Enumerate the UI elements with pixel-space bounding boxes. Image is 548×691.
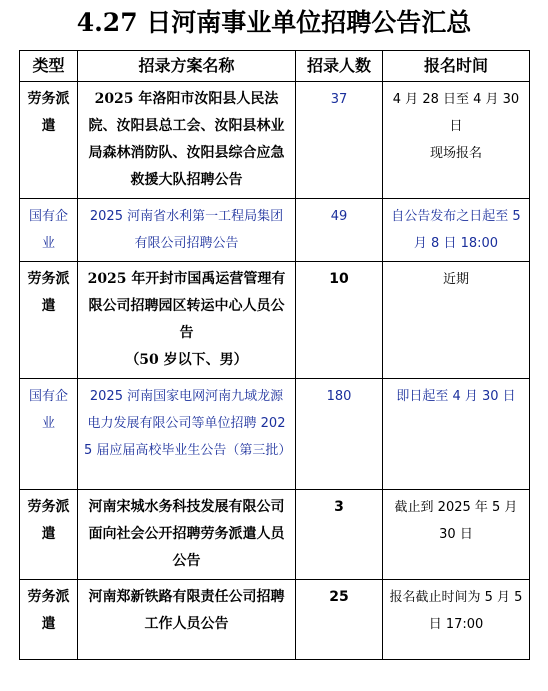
row-type: 劳务派遣: [20, 82, 78, 199]
row-time: 截止到 2025 年 5 月 30 日: [383, 490, 530, 580]
row-type: 劳务派遣: [20, 490, 78, 580]
row-time-note: 现场报名: [429, 146, 482, 161]
row-time: 近期: [383, 262, 530, 379]
row-name: 2025 年洛阳市汝阳县人民法院、汝阳县总工会、汝阳县林业局森林消防队、汝阳县综合应急救援大队招聘公告: [78, 82, 296, 199]
row-type: 国有企业: [20, 379, 78, 490]
row-type: 国有企业: [20, 199, 78, 262]
row-count: 49: [296, 199, 383, 262]
row-time: 即日起至 4 月 30 日: [383, 379, 530, 490]
row-type: 劳务派遣: [20, 262, 78, 379]
header-time: 报名时间: [383, 51, 530, 82]
row-count: 180: [296, 379, 383, 490]
row-time: [383, 82, 530, 199]
row-count: [296, 82, 383, 199]
page-title: 4.27 日河南事业单位招聘公告汇总: [76, 8, 472, 37]
header-type: 类型: [20, 51, 78, 82]
table-row: [20, 199, 530, 262]
row-name-value: 2025 年开封市国禹运营管理有限公司招聘园区转运中心人员公告: [87, 271, 286, 341]
row-name-note: （50 岁以下、男）: [125, 352, 248, 368]
row-count: 3: [296, 490, 383, 580]
row-time-value: 4 月 28 日至 4 月 30 日: [392, 92, 520, 134]
row-time: 报名截止时间为 5 月 5 日 17:00: [383, 580, 530, 660]
recruitment-table: [19, 50, 530, 660]
row-type: 劳务派遣: [20, 580, 78, 660]
header-count: 招录人数: [296, 51, 383, 82]
row-name: 河南郑新铁路有限责任公司招聘工作人员公告: [78, 580, 296, 660]
row-count-value: 37: [330, 92, 348, 107]
row-time: 自公告发布之日起至 5 月 8 日 18:00: [383, 199, 530, 262]
table-row: [20, 262, 530, 379]
table-header-row: [20, 51, 530, 82]
row-name: 2025 河南省水利第一工程局集团有限公司招聘公告: [78, 199, 296, 262]
row-count: 25: [296, 580, 383, 660]
row-name: [78, 262, 296, 379]
table-row: [20, 379, 530, 490]
table-row: [20, 580, 530, 660]
row-name: 2025 河南国家电网河南九域龙源电力发展有限公司等单位招聘 2025 届应届高校毕业生公告（第三批）: [78, 379, 296, 490]
row-count: 10: [296, 262, 383, 379]
table-row: [20, 82, 530, 199]
header-name: 招录方案名称: [78, 51, 296, 82]
table-row: [20, 490, 530, 580]
row-name: 河南宋城水务科技发展有限公司 面向社会公开招聘劳务派遣人员公告: [78, 490, 296, 580]
